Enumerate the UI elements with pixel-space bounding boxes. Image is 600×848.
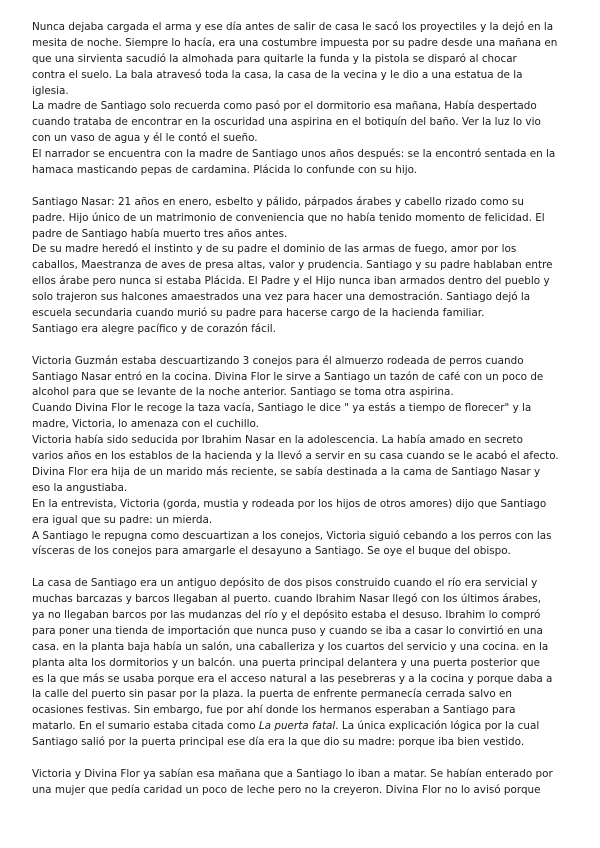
text-line: Victoria y Divina Flor ya sabían esa mañana que a Santiago lo iban a matar. Se habían enterado por <box>32 767 553 780</box>
text-line: con un vaso de agua y él le contó el sueño. <box>32 132 258 145</box>
text-line: Nunca dejaba cargada el arma y ese día antes de salir de casa le sacó los proyectiles y la dejó en la <box>32 21 554 33</box>
paragraph-4 <box>32 576 574 751</box>
text-line: una mujer que pedía caridad un poco de leche pero no la creyeron. Divina Flor no lo avisó porque <box>32 783 541 796</box>
text-line: ya no llegaban barcos por las mudanzas del río y el depósito estaba el desuso. Ibrahim lo compró <box>32 608 541 621</box>
text-line-with-emphasis <box>32 719 574 735</box>
text-line: para poner una tienda de importación que nunca puso y cuando se iba a casar lo convirtió en una <box>32 624 543 637</box>
paragraph-spacer <box>32 179 574 195</box>
paragraph-3 <box>32 354 574 561</box>
text-line: Santiago Nasar: 21 años en enero, esbelto y pálido, párpados árabes y cabello rizado como su <box>32 195 524 208</box>
text-line: varios años en los establos de la hacienda y la llevó a servir en su casa cuando se le acabó el afecto. <box>32 450 559 463</box>
text-line: solo trajeron sus halcones amaestrados una vez para hacer una demostración. Santiago dejó la <box>32 291 531 304</box>
text-line: mesita de noche. Siempre lo hacía, era una costumbre impuesta por su padre desde una mañana en <box>32 36 558 49</box>
text-line: Victoria había sido seducida por Ibrahim Nasar en la adolescencia. La había amado en secreto <box>32 434 523 447</box>
text-line: planta alta los dormitorios y un balcón. una puerta principal delantera y una puerta posterior que <box>32 656 541 669</box>
text-line: contra el suelo. La bala atravesó toda la casa, la casa de la vecina y le dio a una estatua de la <box>32 68 523 81</box>
text-line: hamaca masticando pepas de cardamina. Plácida lo confunde con su hijo. <box>32 164 418 177</box>
paragraph-1 <box>32 20 574 179</box>
emphasized-title: La puerta fatal <box>258 720 336 733</box>
paragraph-spacer <box>32 338 574 354</box>
text-segment: matarlo. En el sumario estaba citada como <box>32 720 259 733</box>
text-line: Santiago Nasar entró en la cocina. Divina Flor le sirve a Santiago un tazón de café con un poco de <box>32 370 544 383</box>
text-line: padre. Hijo único de un matrimonio de conveniencia que no había tenido momento de felicidad. El <box>32 211 545 224</box>
text-line: la calle del puerto sin pasar por la plaza. la puerta de enfrente permanecía cerrada salvo en <box>32 688 512 701</box>
text-line: Divina Flor era hija de un marido más reciente, se sabía destinada a la cama de Santiago Nasar y <box>32 465 541 478</box>
text-segment: . La única explicación lógica por la cual <box>335 720 540 733</box>
text-line: alcohol para que se levante de la noche anterior. Santiago se toma otra aspirina. <box>32 386 454 399</box>
paragraph-spacer <box>32 751 574 767</box>
text-line: A Santiago le repugna como descuartizan a los conejos, Victoria siguió cebando a los perros con las <box>32 529 552 542</box>
text-line: El narrador se encuentra con la madre de Santiago unos años después: se la encontró sentada en la <box>32 148 556 161</box>
text-line: Cuando Divina Flor le recoge la taza vacía, Santiago le dice " ya estás a tiempo de florecer" y la <box>32 402 532 415</box>
text-line: iglesia. <box>32 84 69 97</box>
text-line: muchas barcazas y barcos llegaban al puerto. cuando Ibrahim Nasar llegó con los últimos árabes, <box>32 593 542 606</box>
text-line: eso la angustiaba. <box>32 481 128 494</box>
text-line: La casa de Santiago era un antiguo depósito de dos pisos construido cuando el río era servicial y <box>32 577 538 590</box>
text-line: Victoria Guzmán estaba descuartizando 3 conejos para él almuerzo rodeada de perros cuando <box>32 354 524 367</box>
text-line: De su madre heredó el instinto y de su padre el dominio de las armas de fuego, amor por los <box>32 243 517 256</box>
text-line: caballos, Maestranza de aves de presa altas, valor y prudencia. Santiago y su padre hablaban entre <box>32 259 553 272</box>
text-line: era igual que su padre: un mierda. <box>32 513 213 526</box>
paragraph-5 <box>32 767 574 799</box>
text-line: que una sirvienta sacudió la almohada para quitarle la funda y la pistola se disparó al chocar <box>32 52 517 65</box>
text-line: escuela secundaria cuando murió su padre para hacerse cargo de la hacienda familiar. <box>32 307 485 320</box>
text-line: Santiago salió por la puerta principal ese día era la que dio su madre: porque iba bien vestido. <box>32 736 525 749</box>
text-line: vísceras de los conejos para amargarle el desayuno a Santiago. Se oye el buque del obispo. <box>32 545 511 558</box>
document-body <box>32 20 574 799</box>
text-line: ocasiones festivas. Sin embargo, fue por ahí donde los hermanos esperaban a Santiago para <box>32 704 516 717</box>
text-line: ellos árabe pero nunca si estaba Plácida. El Padre y el Hijo nunca iban armados dentro del pueblo y <box>32 275 550 288</box>
text-line: es la que más se usaba porque era el acceso natural a las pesebreras y a la cocina y porque daba a <box>32 672 553 685</box>
text-line: La madre de Santiago solo recuerda como pasó por el dormitorio esa mañana, Había despertado <box>32 100 537 113</box>
text-line: Santiago era alegre pacífico y de corazón fácil. <box>32 322 276 335</box>
paragraph-spacer <box>32 560 574 576</box>
text-line: padre de Santiago había muerto tres años antes. <box>32 227 288 240</box>
text-line: madre, Victoria, lo amenaza con el cuchillo. <box>32 418 259 431</box>
text-line: En la entrevista, Victoria (gorda, mustia y rodeada por los hijos de otros amores) dijo que Santiago <box>32 497 547 510</box>
text-line: cuando trataba de encontrar en la oscuridad una aspirina en el botiquín del baño. Ver la luz lo vio <box>32 116 541 129</box>
paragraph-2 <box>32 195 574 338</box>
text-line: casa. en la planta baja había un salón, una caballeriza y los cuartos del servicio y una cocina. en la <box>32 640 549 653</box>
